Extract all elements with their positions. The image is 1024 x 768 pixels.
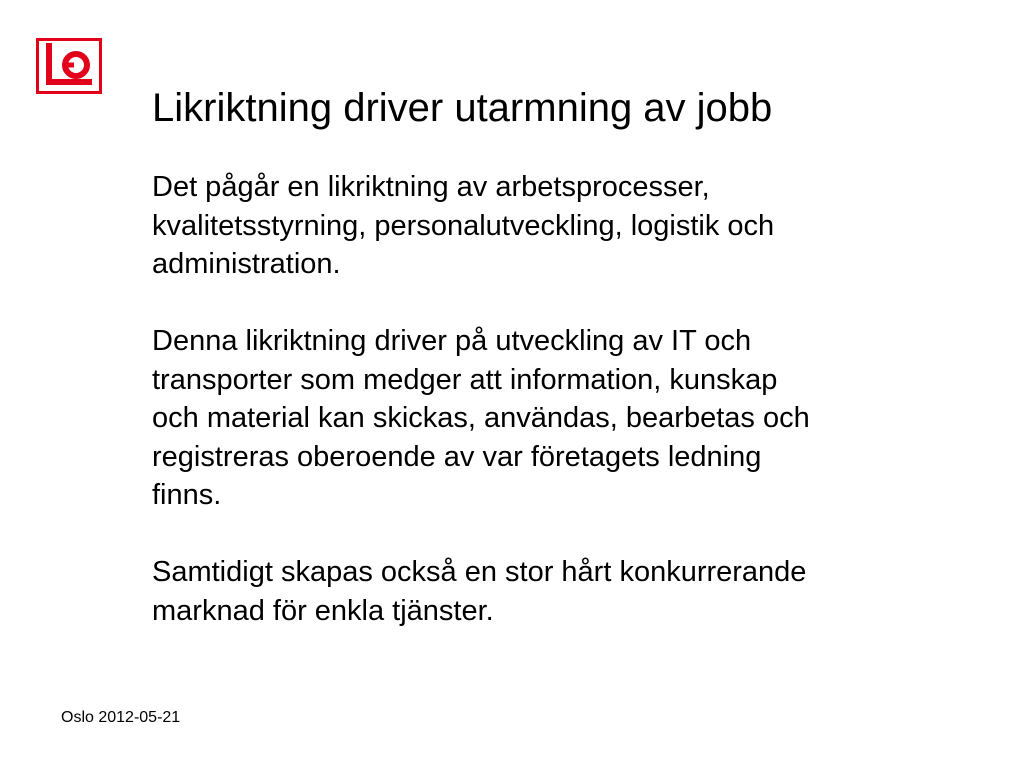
footer-date: Oslo 2012-05-21 (61, 709, 181, 726)
body-paragraph: Det pågår en likriktning av arbetsprocesser, kvalitetsstyrning, personalutveckling, logistik och administration. (152, 171, 775, 280)
lo-logo (36, 38, 102, 94)
body-paragraph: Denna likriktning driver på utveckling av IT och transporter som medger att information, kunskap och material kan skickas, användas, bearbetas och registreras oberoende av var företagets ledning finns. (152, 325, 810, 511)
body-paragraph: Samtidigt skapas också en stor hårt konkurrerande marknad för enkla tjänster. (152, 556, 807, 627)
slide-body (152, 168, 952, 630)
slide-title: Likriktning driver utarmning av jobb (152, 86, 773, 130)
